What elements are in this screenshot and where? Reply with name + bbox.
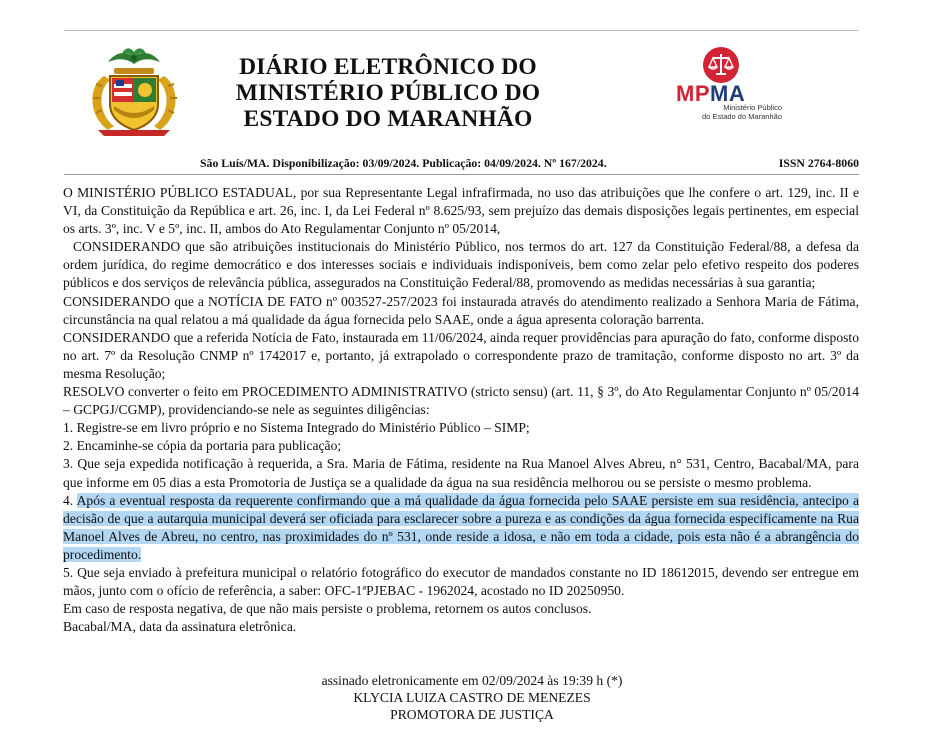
journal-title-line: ESTADO DO MARANHÃO (243, 106, 533, 132)
mpma-logo (676, 46, 786, 122)
mpma-logo-subtitle (682, 104, 782, 121)
journal-title (208, 54, 568, 132)
state-coat-of-arms-icon (78, 46, 190, 138)
paragraph: CONSIDERANDO que são atribuições institucionais do Ministério Público, nos termos do art. 127 da Constituição Federal/88, a defesa da ordem jurídica, do regime democrático e dos interesses sociais e individuais indisponíveis, bem como zelar pelo efetivo respeito dos poderes públicos e dos serviços de relevância pública, assegurados na Constituição Federal/88, promovendo as medidas necessárias à sua garantia; (63, 239, 863, 291)
list-item: 5. Que seja enviado à prefeitura municipal o relatório fotográfico do executor de mandados constante no ID 18612015, devendo ser entregue em mãos, junto com o ofício de referência, a saber: OFC-1ªPJEBAC - 1962024, acostado no ID 20250950. (63, 564, 859, 599)
signature-block (292, 672, 652, 723)
list-item-4[interactable] (63, 492, 859, 564)
mpma-logo-ma: MA (710, 81, 746, 106)
signer-role: PROMOTORA DE JUSTIÇA (390, 707, 554, 722)
mpma-logo-mp: MP (676, 81, 710, 106)
document-body (63, 184, 863, 636)
publication-info-bar (64, 152, 859, 175)
mpma-logo-subtitle-line: Ministério Público (723, 103, 782, 112)
list-item: 2. Encaminhe-se cópia da portaria para publicação; (63, 438, 342, 454)
top-rule (64, 30, 859, 31)
scales-of-justice-icon (702, 46, 740, 84)
paragraph: RESOLVO converter o feito em PROCEDIMENTO ADMINISTRATIVO (stricto sensu) (art. 11, § 3º, do Ato Regulamentar Conjunto nº 05/2014 – GCPGJ/CGMP), providenciando-se nele as seguintes diligências: (63, 384, 859, 418)
publication-info: São Luís/MA. Disponibilização: 03/09/2024. Publicação: 04/09/2024. Nº 167/2024. (200, 156, 607, 170)
issn: ISSN 2764-8060 (778, 156, 859, 170)
selected-text[interactable]: Após a eventual resposta da requerente confirmando que a má qualidade da água fornecida pelo SAAE persiste em sua residência, antecipo a decisão de que a autarquia municipal deverá ser oficiada para esclarecer sobre a pureza e as condições da água fornecida especificamente na Rua Manoel Alves de Abreu, no centro, nas proximidades do nº 531, onde reside a idosa, e não em toda a cidade, pois esta não é a abrangência do procedimento. (63, 492, 859, 562)
paragraph: CONSIDERANDO que a NOTÍCIA DE FATO nº 003527-257/2023 foi instaurada através do atendimento realizado a Senhora Maria de Fátima, circunstância na qual relatou a má qualidade da água fornecida pelo SAAE, onde a água apresenta coloração barrenta. (63, 293, 859, 327)
mpma-logo-subtitle-line: do Estado do Maranhão (701, 111, 782, 121)
signature-timestamp: assinado eletronicamente em 02/09/2024 às 19:39 h (*) (321, 673, 623, 688)
list-item-number: 4. (63, 492, 77, 508)
paragraph: CONSIDERANDO que a referida Notícia de Fato, instaurada em 11/06/2024, ainda requer providências para apuração do fato, conforme disposto no art. 7º da Resolução CNMP nº 1742017 e, portanto, já extrapolado o correspondente prazo de tramitação, conforme disposto no art. 3º da mesma Resolução; (63, 329, 859, 381)
signer-name: KLYCIA LUIZA CASTRO DE MENEZES (353, 690, 591, 705)
paragraph: Em caso de resposta negativa, de que não mais persiste o problema, retornem os autos conclusos. (63, 601, 592, 617)
paragraph: O MINISTÉRIO PÚBLICO ESTADUAL, por sua Representante Legal infrafirmada, no uso das atribuições que lhe confere o art. 129, inc. II e VI, da Constituição da República e art. 26, inc. I, da Lei Federal nº 8.625/93, sem prejuízo das demais disposições legais pertinentes, em especial os arts. 3º, inc. V e 5º, inc. II, ambos do Ato Regulamentar Conjunto nº 05/2014, (63, 185, 859, 237)
list-item: 1. Registre-se em livro próprio e no Sistema Integrado do Ministério Público – SIMP; (63, 420, 530, 436)
paragraph: Bacabal/MA, data da assinatura eletrônica. (63, 619, 297, 635)
journal-title-line: MINISTÉRIO PÚBLICO DO (235, 80, 541, 106)
journal-title-line: DIÁRIO ELETRÔNICO DO (239, 54, 537, 80)
list-item: 3. Que seja expedida notificação à requerida, a Sra. Maria de Fátima, residente na Rua Manoel Alves Abreu, n° 531, Centro, Bacabal/MA, para que informe em 05 dias a esta Promotoria de Justiça se a qualidade da água na sua residência melhorou ou se persiste o mesmo problema. (63, 456, 859, 490)
